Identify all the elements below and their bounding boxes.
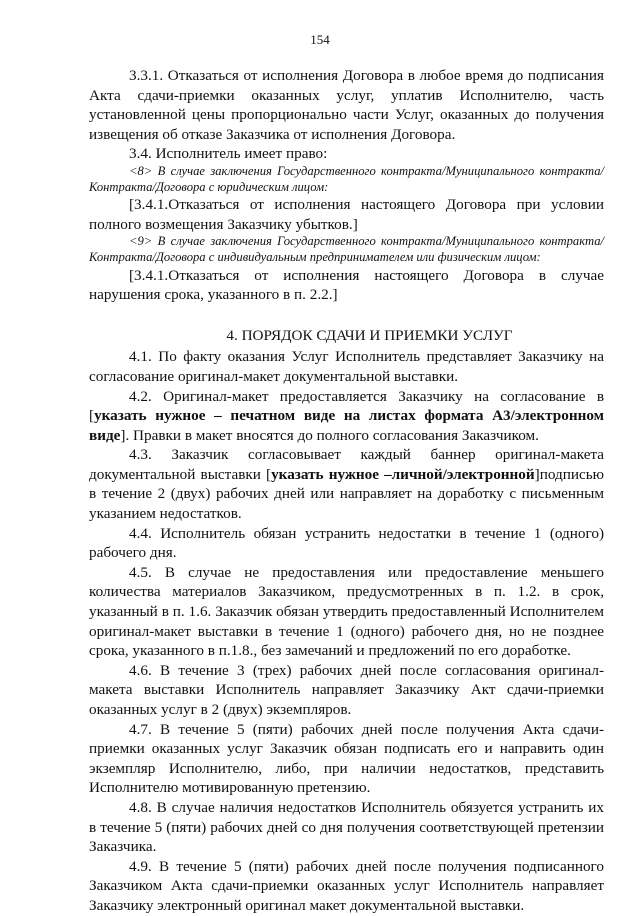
clause-4-2-placeholder: указать нужное – печатном виде на листах формата А3/электронном виде [89, 407, 604, 444]
clause-3-4-1-individual: [3.4.1.Отказаться от исполнения настоящего Договора в случае нарушения срока, указанного в п. 2.2.] [89, 266, 604, 304]
clause-4-3-text-end: ]подписью в течение 2 (двух) рабочих дней или направляет на доработку с письменным указанием недостатков. [89, 465, 604, 523]
clause-4-6: 4.6. В течение 3 (трех) рабочих дней после согласования оригинал-макета выставки Исполнитель направляет Заказчику Акт сдачи-приемки оказанных услуг в 2 (двух) экземпляров. [89, 661, 604, 718]
clause-4-5: 4.5. В случае не предоставления или предоставление меньшего количества материалов Заказчиком, предусмотренных в п. 1.2. в срок, указанный в п. 1.6. Заказчик обязан утвердить предоставленный Исполнителем оригинал-макет выставки в течение 1 (одного) рабочего дня, но не позднее срока, указанного в п.1.8., без замечаний и предложений по его доработке. [89, 563, 604, 660]
clause-4-1: 4.1. По факту оказания Услуг Исполнитель представляет Заказчику на согласование оригинал-макет документальной выставки. [89, 348, 604, 385]
clause-4-7: 4.7. В течение 5 (пяти) рабочих дней после получения Акта сдачи-приемки оказанных услуг Заказчик обязан подписать его и направить один экземпляр Исполнителю, либо, при наличии недостатков, представить Исполнителю мотивированную претензию. [89, 720, 604, 797]
footnote-8: <8> В случае заключения Государственного контракта/Муниципального контракта/Контракта/Договора с юридическим лицом: [89, 163, 604, 194]
clause-4-4: 4.4. Исполнитель обязан устранить недостатки в течение 1 (одного) рабочего дня. [89, 524, 604, 562]
clause-3-4-1-legal: [3.4.1.Отказаться от исполнения настоящего Договора при условии полного возмещения Заказчику убытков.] [89, 196, 604, 233]
document-body [89, 66, 604, 916]
footnote-9: <9> В случае заключения Государственного контракта/Муниципального контракта/Контракта/Договора с индивидуальным предпринимателем или физическим лицом: [89, 234, 604, 264]
clause-4-2 [89, 387, 604, 446]
section-heading: 4. ПОРЯДОК СДАЧИ И ПРИЕМКИ УСЛУГ [226, 326, 513, 344]
clause-3-3-1: 3.3.1. Отказаться от исполнения Договора в любое время до подписания Акта сдачи-приемки оказанных услуг, уплатив Исполнителю, часть установленной цены пропорционально части Услуг, оказанных до получения извещения об отказе Заказчика от исполнения Договора. [89, 67, 604, 143]
clause-3-4: 3.4. Исполнитель имеет право: [129, 145, 328, 163]
clause-4-8: 4.8. В случае наличия недостатков Исполнитель обязуется устранить их в течение 5 (пяти) рабочих дней со дня получения соответствующей претензии Заказчика. [89, 798, 604, 856]
page-number: 154 [310, 32, 330, 47]
clause-4-2-text-end: ]. Правки в макет вносятся до полного согласования Заказчиком. [120, 426, 539, 444]
clause-4-3-placeholder: указать нужное –личной/электронной [271, 465, 535, 483]
clause-4-2-text-start: 4.2. Оригинал-макет предоставляется Заказчику на согласование в [ [89, 387, 604, 425]
clause-4-3-text-start: 4.3. Заказчик согласовывает каждый баннер оригинал-макета документальной выставки [ [89, 446, 604, 483]
clause-4-3 [89, 445, 604, 523]
clause-4-9: 4.9. В течение 5 (пяти) рабочих дней после получения подписанного Заказчиком Акта сдачи-приемки оказанных услуг Исполнитель направляет Заказчику электронный оригинал макет документальной выставки. [89, 857, 604, 914]
